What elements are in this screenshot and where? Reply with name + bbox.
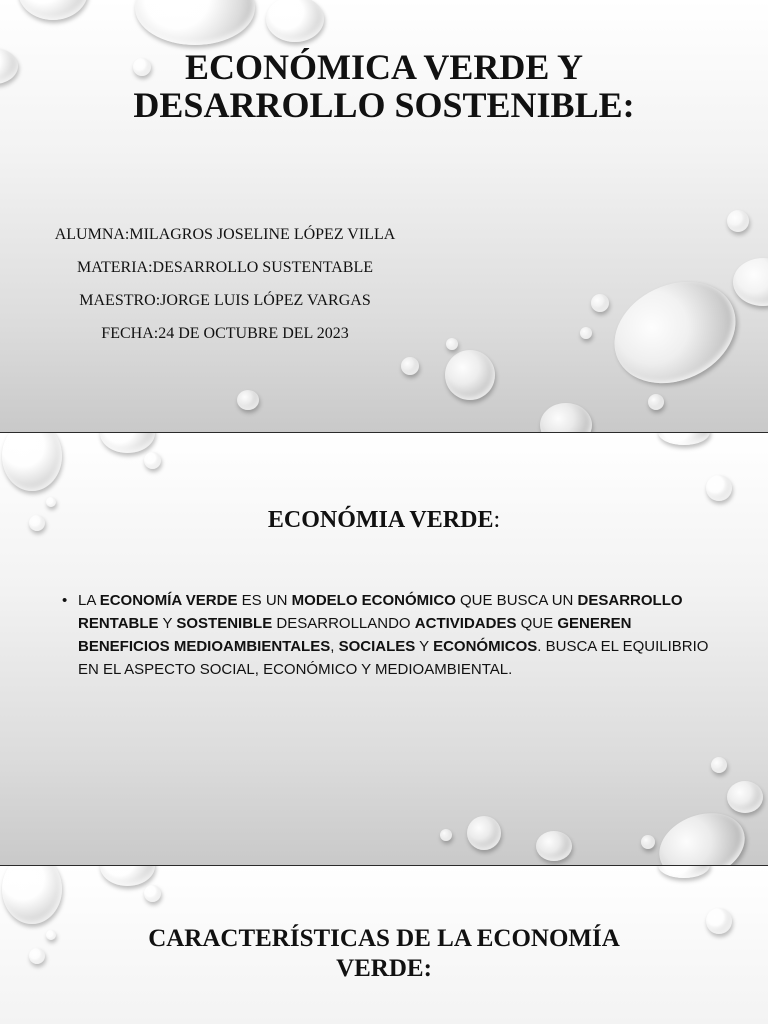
bold-run: SOSTENIBLE xyxy=(176,615,273,632)
water-drop xyxy=(2,866,62,924)
text-run: . BUSCA EL EQUILIBRIO EN EL ASPECTO SOCIAL, ECONÓMICO Y MEDIOAMBIENTAL. xyxy=(78,638,709,678)
bold-run: GENEREN BENEFICIOS MEDIOAMBIENTALES xyxy=(78,615,632,655)
water-drop xyxy=(658,866,710,878)
subject-line: MATERIA:DESARROLLO SUSTENTABLE xyxy=(76,259,374,276)
heading-colon: : xyxy=(493,507,501,533)
water-drop xyxy=(733,258,768,306)
text-run: DESARROLLANDO xyxy=(272,615,415,632)
student-line: ALUMNA:MILAGROS JOSELINE LÓPEZ VILLA xyxy=(54,226,396,243)
water-drop xyxy=(440,829,452,841)
date-line: FECHA:24 DE OCTUBRE DEL 2023 xyxy=(101,325,349,342)
text-run: QUE BUSCA UN xyxy=(455,592,578,609)
slide-caracteristicas xyxy=(0,866,768,1024)
economia-verde-heading xyxy=(0,505,768,535)
bold-run: DESARROLLO RENTABLE xyxy=(78,592,683,632)
water-drop xyxy=(711,757,727,773)
slide-economia-verde xyxy=(0,433,768,865)
water-drop xyxy=(144,885,161,902)
water-drop xyxy=(727,210,749,232)
caracteristicas-heading xyxy=(0,924,768,984)
water-drop xyxy=(580,327,592,339)
title-line-2: DESARROLLO SOSTENIBLE: xyxy=(133,85,635,125)
slide-title-heading xyxy=(0,48,768,124)
water-drop xyxy=(401,357,419,375)
water-drop xyxy=(100,866,155,886)
water-drop xyxy=(641,835,655,849)
title-line-1: CARACTERÍSTICAS DE LA ECONOMÍA xyxy=(148,925,620,952)
water-drop xyxy=(598,263,752,402)
water-drop xyxy=(727,781,763,813)
text-run: Y xyxy=(158,615,177,632)
bullet-text xyxy=(78,589,712,681)
slide-title xyxy=(0,0,768,432)
bullet-dot: • xyxy=(62,592,68,609)
water-drop xyxy=(467,816,501,850)
definition-bullet xyxy=(62,589,712,681)
bold-run: ECONÓMICOS xyxy=(433,638,538,655)
water-drop xyxy=(648,394,664,410)
water-drop xyxy=(2,433,62,491)
text-run: Y xyxy=(415,638,434,655)
bold-run: ECONOMÍA VERDE xyxy=(99,592,238,609)
water-drop xyxy=(706,475,732,501)
water-drop xyxy=(100,433,155,453)
water-drop xyxy=(536,831,572,861)
text-run: ES UN xyxy=(237,592,292,609)
teacher-line: MAESTRO:JORGE LUIS LÓPEZ VARGAS xyxy=(79,292,371,309)
title-line-2: VERDE: xyxy=(336,955,432,982)
text-run: LA xyxy=(78,592,100,609)
water-drop xyxy=(237,390,259,410)
heading-text: ECONÓMIA VERDE xyxy=(267,507,494,533)
water-drop xyxy=(591,294,609,312)
water-drop xyxy=(540,403,592,432)
text-run: QUE xyxy=(516,615,558,632)
title-line-1: ECONÓMICA VERDE Y xyxy=(184,47,584,87)
bold-run: SOCIALES xyxy=(338,638,416,655)
water-drop xyxy=(18,0,88,20)
text-run: , xyxy=(330,638,339,655)
water-drop xyxy=(144,452,161,469)
water-drop xyxy=(266,0,324,42)
water-drop xyxy=(135,0,255,45)
water-drop xyxy=(445,350,495,400)
bold-run: MODELO ECONÓMICO xyxy=(291,592,456,609)
water-drop xyxy=(658,433,710,445)
bold-run: ACTIVIDADES xyxy=(414,615,517,632)
